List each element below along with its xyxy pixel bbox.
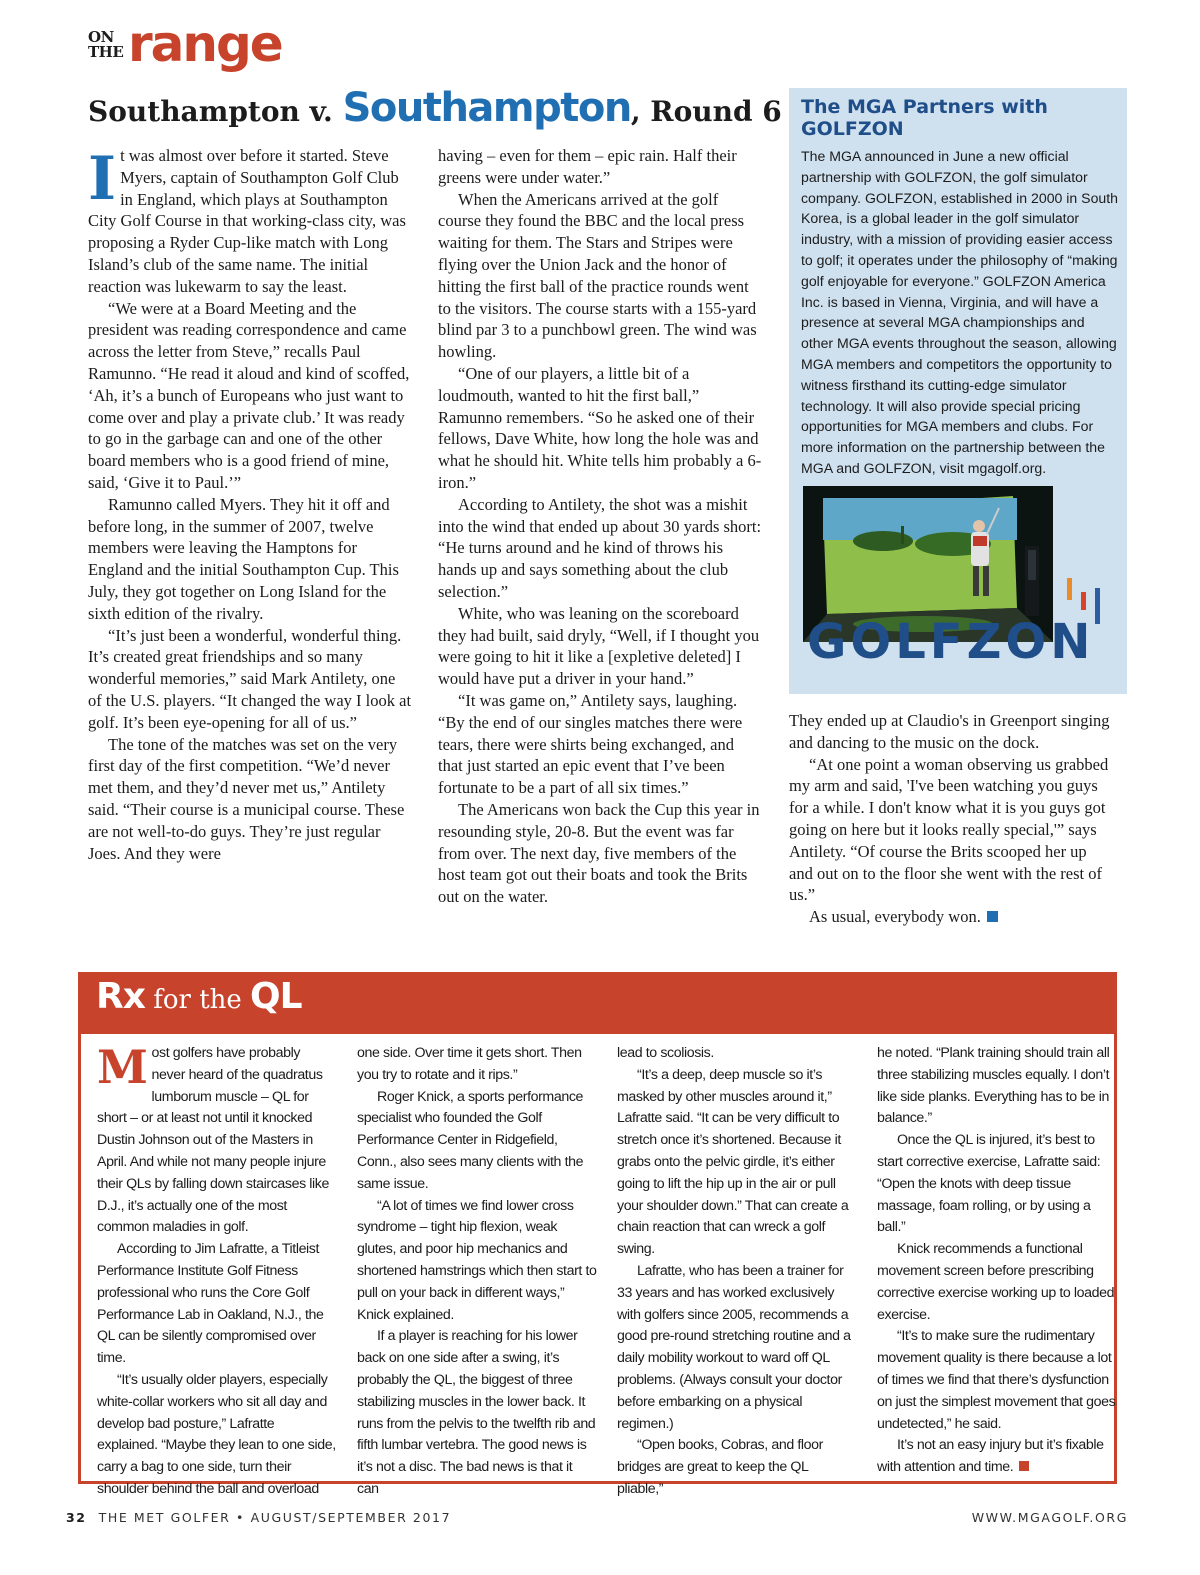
rx-column-3 xyxy=(617,1043,857,1501)
rx-paragraph: “A lot of times we find lower cross syndrome – tight hip flexion, weak glutes, and poor hip mechanics and shortened hamstrings which then start to pull on your back in different ways,” Knick explained. xyxy=(357,1197,597,1323)
article-paragraph: According to Antilety, the shot was a mishit into the wind that ended up about 30 yards short: “He turns around and he kind of throws his hands up and says something about the club selection.” xyxy=(438,494,762,601)
footer-left xyxy=(66,1510,451,1525)
article-column-2 xyxy=(438,145,762,908)
sidebar-box xyxy=(789,88,1127,694)
logo-bar-blue xyxy=(1095,588,1100,624)
rx-column-2 xyxy=(357,1043,597,1501)
article-column-3 xyxy=(789,710,1111,928)
headline-part-c: , Round 6 xyxy=(630,95,782,128)
article-column-1 xyxy=(88,145,412,864)
article-paragraph xyxy=(789,906,1111,928)
rx-column-1 xyxy=(97,1040,337,1501)
headline xyxy=(88,82,782,138)
sidebar-body: The MGA announced in June a new official partnership with GOLFZON, the golf simulator company. GOLFZON, established in 2000 in South Korea, is a global leader in the golf simulator industry, with a mission of providing easier access to golf; it operates under the philosophy of “making golf enjoyable for everyone.” GOLFZON America Inc. is based in Vienna, Virginia, and will have a presence at several MGA championships and other MGA events throughout the season, allowing MGA members and competitors the opportunity to witness firsthand its cutting-edge simulator technology. It will also provide special pricing opportunities for MGA members and clubs. For more information on the partnership between the MGA and GOLFZON, visit mgagolf.org. xyxy=(801,148,1119,476)
article-paragraph: “One of our players, a little bit of a loudmouth, wanted to hit the first ball,” Ramunno remembers. “So he asked one of their fellows, Dave White, how long the hole was and what he should hit. White tells him probably a 6-iron.” xyxy=(438,363,762,492)
footer-website: WWW.MGAGOLF.ORG xyxy=(971,1510,1128,1525)
rx-paragraph: Roger Knick, a sports performance specialist who founded the Golf Performance Center in Ridgefield, Conn., also sees many clients with the same issue. xyxy=(357,1088,584,1192)
golfzon-logo xyxy=(803,578,1115,688)
logo-bar-orange xyxy=(1067,578,1072,600)
article-paragraph: When the Americans arrived at the golf course they found the BBC and the local press waiting for them. The Stars and Stripes were flying over the Union Jack and the honor of hitting the first ball of the practice rounds went to the visitors. The course starts with a 155-yard blind par 3 to a punchbowl green. The wind was howling. xyxy=(438,189,757,362)
article-paragraph: They ended up at Claudio's in Greenport singing and dancing to the music on the dock. xyxy=(789,711,1110,752)
rx-paragraph: he noted. “Plank training should train all three stabilizing muscles equally. I don’t like side planks. Everything has to be in balance.” xyxy=(877,1045,1110,1127)
section-logo-small: ON THE xyxy=(88,28,124,61)
headline-part-a: Southampton v. xyxy=(88,95,333,128)
article-paragraph: “At one point a woman observing us grabbed my arm and said, 'I've been watching you guys for a while. I don't know what it is you guys got going on here but it looks really special,'” says Antilety. “Of course the Brits scooped her up and out on to the floor she went with the rest of us.” xyxy=(789,754,1109,905)
rx-banner xyxy=(78,972,1117,1034)
rx-paragraph: one side. Over time it gets short. Then you try to rotate and it rips.” xyxy=(357,1045,582,1083)
rx-paragraph: Lafratte, who has been a trainer for 33 years and has worked exclusively with golfers since 2005, recommends a good pre-round stretching routine and a daily mobility workout to ward off QL problems. (Always consult your doctor before embarking on a physical regimen.) xyxy=(617,1262,851,1432)
article-paragraph: The Americans won back the Cup this year in resounding style, 20-8. But the event was far from over. The next day, five members of the host team got out their boats and took the Brits out on the water. xyxy=(438,799,760,907)
rx-paragraph: “It’s to make sure the rudimentary movement quality is there because a lot of times we find that there’s dysfunction on just the simplest movement that goes undetected,” he said. xyxy=(877,1328,1116,1432)
article-paragraph: “It was game on,” Antilety says, laughing. “By the end of our singles matches there were tears, there were shirts being exchanged, and that just started an epic event that I’ve been fortunate to be a part of all six times.” xyxy=(438,690,743,798)
golfzon-logo-wordmark: GOLFZON xyxy=(807,614,1095,670)
article-drop-cap: I xyxy=(88,144,117,214)
rx-drop-cap: M xyxy=(97,1040,148,1094)
logo-bar-red xyxy=(1081,592,1086,610)
rx-column-4 xyxy=(877,1043,1117,1479)
article-paragraph: Ramunno called Myers. They hit it off and before long, in the summer of 2007, twelve members were leaving the Hamptons for England and the initial Southampton Cup. This July, they got together on Long Island for the sixth edition of the rivalry. xyxy=(88,494,399,623)
publication-line: THE MET GOLFER • AUGUST/SEPTEMBER 2017 xyxy=(98,1510,452,1525)
rx-title-part-b: for the xyxy=(144,985,251,1015)
sidebar-title: The MGA Partners with GOLFZON xyxy=(801,96,1048,140)
rx-end-mark-icon xyxy=(1019,1461,1029,1471)
rx-closing-text: It’s not an easy injury but it’s fixable with attention and time. xyxy=(877,1437,1104,1476)
article-paragraph: t was almost over before it started. Steve Myers, captain of Southampton Golf Club in England, which plays at Southampton City Golf Course in that working-class city, was proposing a Ryder Cup-like match with Long Island’s club of the same name. The initial reaction was lukewarm to say the least. xyxy=(88,146,406,296)
rx-paragraph xyxy=(877,1435,1117,1479)
article-paragraph: having – even for them – epic rain. Half their greens were under water.” xyxy=(438,146,737,187)
rx-paragraph: ost golfers have probably never heard of the quadratus lumborum muscle – QL for short – or at least not until it knocked Dustin Johnson out of the Masters in April. And while not many people injure their QLs by falling down staircases like D.J., it’s actually one of the most common maladies in golf. xyxy=(97,1045,329,1236)
rx-paragraph: If a player is reaching for his lower back on one side after a swing, it’s probably the QL, the biggest of three stabilizing muscles in the lower back. It runs from the pelvis to the twelfth rib and fifth lumbar vertebra. The good news is it’s not a disc. The bad news is that it can xyxy=(357,1328,596,1497)
rx-title-part-a: Rx xyxy=(96,976,145,1017)
rx-paragraph: “It’s usually older players, especially white-collar workers who sit all day and develop bad posture,” Lafratte explained. “Maybe they lean to one side, carry a bag to one side, turn their shoulder behind the ball and overload xyxy=(97,1371,336,1497)
rx-title-part-c: QL xyxy=(250,976,302,1017)
article-closing-text: As usual, everybody won. xyxy=(809,907,981,927)
rx-paragraph: “Open books, Cobras, and floor bridges are great to keep the QL pliable,” xyxy=(617,1437,823,1497)
rx-paragraph: According to Jim Lafratte, a Titleist Performance Institute Golf Fitness professional who runs the Core Golf Performance Lab in Oakland, N.J., the QL can be silently compromised over time. xyxy=(97,1241,324,1367)
rx-paragraph: Knick recommends a functional movement screen before prescribing corrective exercise working up to loaded exercise. xyxy=(877,1241,1115,1323)
article-paragraph: White, who was leaning on the scoreboard they had built, said dryly, “Well, if I thought you were going to hit it like a [expletive deleted] I would have put a driver in your hand.” xyxy=(438,603,760,689)
rx-paragraph: lead to scoliosis. xyxy=(617,1045,714,1061)
article-paragraph: “It’s just been a wonderful, wonderful thing. It’s created great friendships and so many wonderful memories,” said Mark Antilety, one of the U.S. players. “It changed the way I look at golf. It’s been eye-opening for all of us.” xyxy=(88,625,412,732)
page-number: 32 xyxy=(66,1510,87,1525)
rx-title xyxy=(96,976,302,1017)
article-end-mark-icon xyxy=(987,911,998,922)
rx-paragraph: “It’s a deep, deep muscle so it’s masked by other muscles around it,” Lafratte said. “It can be very difficult to stretch once it’s shortened. Because it grabs onto the pelvic girdle, it’s either going to lift the hip up in the air or pull your shoulder down.” That can create a chain reaction that can wreck a golf swing. xyxy=(617,1066,849,1258)
article-paragraph: The tone of the matches was set on the very first day of the first competition. “We’d never met them, and they’d never met us,” Antilety said. “Their course is a municipal course. These are not well-to-do guys. They’re just regular Joes. And they were xyxy=(88,734,405,863)
article-paragraph: “We were at a Board Meeting and the president was reading correspondence and came across the letter from Steve,” recalls Paul Ramunno. “He read it aloud and kind of scoffed, ‘Ah, it’s a bunch of Europeans who just want to come over and play a private club.’ It was ready to go in the garbage can and one of the other board members who is a good friend of mine, said, ‘Give it to Paul.’” xyxy=(88,298,410,492)
rx-paragraph: Once the QL is injured, it’s best to start corrective exercise, Lafratte said: “Open the knots with deep tissue massage, foam rolling, or by using a ball.” xyxy=(877,1132,1101,1236)
headline-part-b: Southampton xyxy=(342,85,631,131)
section-logo-big: range xyxy=(128,15,282,73)
